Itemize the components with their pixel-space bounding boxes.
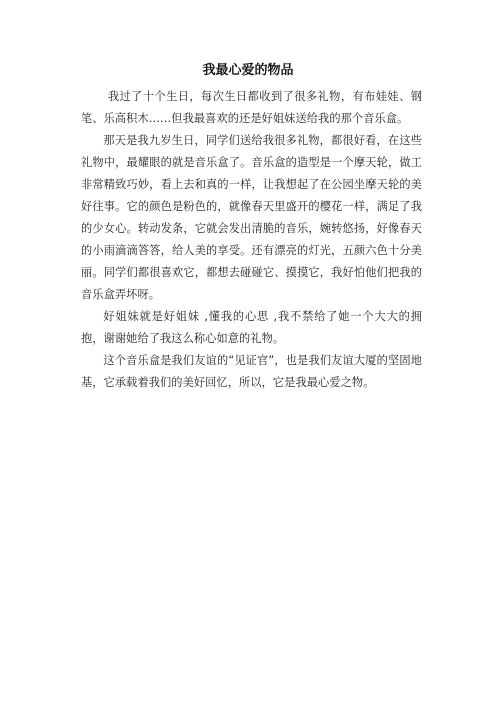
paragraph-4: 这个音乐盒是我们友谊的“见证官”，也是我们友谊大厦的坚固地基，它承载着我们的美好回忆，所以，它是我最心爱之物。: [81, 354, 422, 389]
essay-title: 我最心爱的物品: [202, 63, 294, 78]
essay-body: [81, 86, 422, 394]
paragraph-3: 好姐妹就是好姐妹 ,懂我的心思 ,我不禁给了她一个大大的拥抱，谢谢她给了我这么称心如意的礼物。: [81, 310, 422, 345]
paragraph-1: 我过了十个生日，每次生日都收到了很多礼物，有布娃娃、钢笔、乐高积木……但我最喜欢的还是好姐妹送给我的那个音乐盒。: [81, 90, 422, 125]
paragraph-2: 那天是我九岁生日，同学们送给我很多礼物，都很好看，在这些礼物中，最耀眼的就是音乐盒了。音乐盒的造型是一个摩天轮，做工非常精致巧妙，看上去和真的一样，让我想起了在公园坐摩天轮的美好往事。它的颜色是粉色的，就像春天里盛开的樱花一样，满足了我的少女心。转动发条，它就会发出清脆的音乐，婉转悠扬，好像春天的小雨滴滴答答，给人美的享受。还有漂亮的灯光，五颜六色十分美丽。同学们都很喜欢它，都想去碰碰它、摸摸它，我好怕他们把我的音乐盒弄坏呀。: [81, 134, 422, 301]
